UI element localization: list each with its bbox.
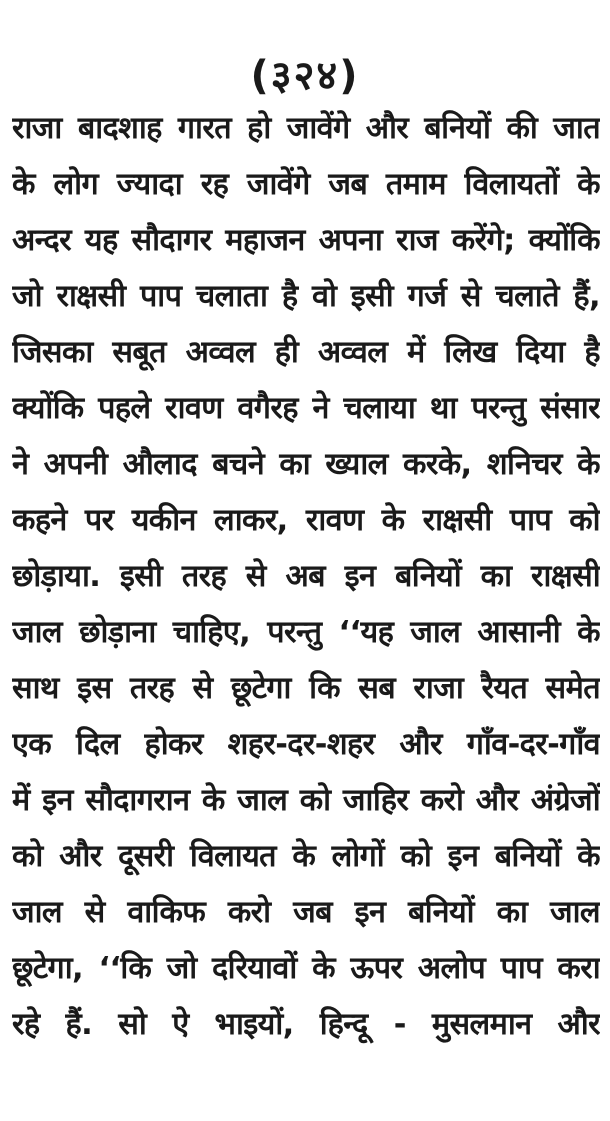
text-line: में इन सौदागरान के जाल को जाहिर करो और अंग्रेजों <box>12 783 600 818</box>
text-line: एक दिल होकर शहर-दर-शहर और गाँव-दर-गाँव <box>12 727 600 762</box>
text-line: को और दूसरी विलायत के लोगों को इन बनियों के <box>12 839 600 874</box>
text-line: के लोग ज्यादा रह जावेंगे जब तमाम विलायतों के <box>12 167 600 202</box>
text-line: जाल छोड़ाना चाहिए, परन्तु ‘‘यह जाल आसानी के <box>12 615 600 650</box>
text-line: राजा बादशाह गारत हो जावेंगे और बनियों की जात <box>12 111 600 146</box>
page-number: (३२४) <box>250 53 360 99</box>
text-line: क्योंकि पहले रावण वगैरह ने चलाया था परन्तु संसार <box>12 391 600 426</box>
body-text <box>12 101 600 1053</box>
text-line: जाल से वाकिफ करो जब इन बनियों का जाल <box>12 895 600 930</box>
text-line: छूटेगा, ‘‘कि जो दरियावों के ऊपर अलोप पाप करा <box>12 951 600 986</box>
text-line: कहने पर यकीन लाकर, रावण के राक्षसी पाप को <box>12 503 600 538</box>
text-line: साथ इस तरह से छूटेगा कि सब राजा रैयत समेत <box>12 671 600 706</box>
text-line: जो राक्षसी पाप चलाता है वो इसी गर्ज से चलाते हैं, <box>12 279 600 314</box>
text-line: छोड़ाया. इसी तरह से अब इन बनियों का राक्षसी <box>12 559 600 594</box>
text-line: जिसका सबूत अव्वल ही अव्वल में लिख दिया है <box>12 335 600 370</box>
text-line: रहे हैं. सो ऐ भाइयों, हिन्दू - मुसलमान और <box>12 1007 600 1042</box>
text-line: अन्दर यह सौदागर महाजन अपना राज करेंगे; क्योंकि <box>12 223 600 258</box>
text-line: ने अपनी औलाद बचने का ख्याल करके, शनिचर के <box>12 447 600 482</box>
